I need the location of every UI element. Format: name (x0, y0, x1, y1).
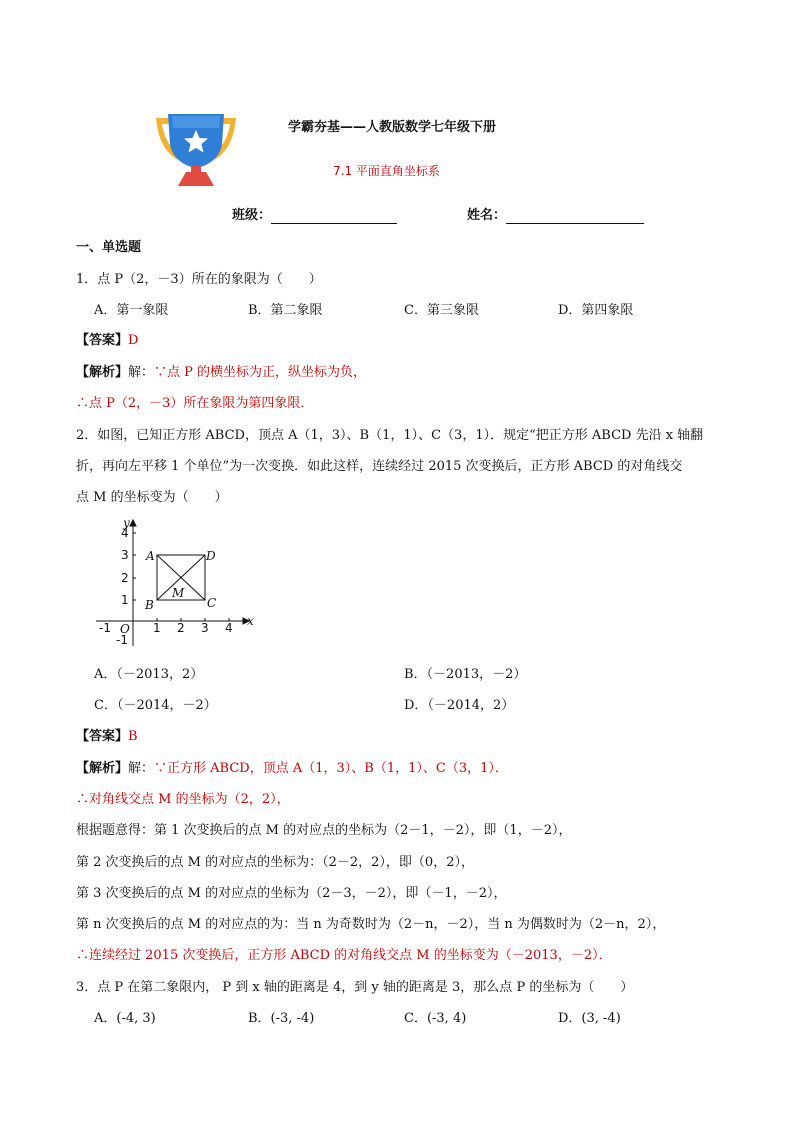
q3-stem: 3．点 P 在第二象限内， P 到 x 轴的距离是 4，到 y 轴的距离是 3，那么点 P 的坐标为（ ） (76, 980, 634, 995)
q2-answer (76, 729, 138, 745)
x-tick-label: 1 (153, 621, 161, 635)
x-tick-label: 4 (225, 621, 233, 635)
name-field (467, 208, 644, 224)
q2-analysis-tag: 【解析】 (76, 761, 129, 776)
q2-analysis-lead: 解： (128, 761, 155, 776)
q1-analysis-line1 (76, 365, 366, 381)
name-label: 姓名： (467, 208, 507, 223)
class-label: 班级： (232, 208, 272, 223)
q2-answer-value: B (128, 729, 138, 744)
q2-analysis-line3: 根据题意得：第 1 次变换后的点 M 的对应点的坐标为（2－1，－2），即（1，－2）， (76, 823, 572, 838)
q2-option-d: D．（－2014，2） (404, 698, 515, 713)
origin-label: O (120, 622, 130, 636)
q2-coordinate-figure (88, 512, 268, 652)
q1-analysis-tag: 【解析】 (76, 365, 129, 380)
y-axis-label: y (123, 516, 130, 530)
y-tick-label: -1 (116, 633, 128, 647)
page-subtitle: 7.1 平面直角坐标系 (333, 164, 440, 178)
q1-analysis-text1: ∵点 P 的横坐标为正，纵坐标为负， (154, 365, 367, 380)
y-axis-arrow (130, 520, 136, 526)
q1-answer-tag: 【答案】 (76, 333, 129, 348)
x-tick-label: -1 (99, 621, 111, 635)
class-input-line[interactable] (271, 209, 397, 224)
page-title: 学霸夯基——人教版数学七年级下册 (288, 120, 497, 135)
y-tick-label: 2 (121, 571, 129, 585)
q1-option-b: B．第二象限 (248, 303, 323, 318)
q2-analysis-line2: ∴对角线交点 M 的坐标为（2，2）， (76, 792, 290, 807)
q3-option-c: C．(-3, 4) (404, 1011, 467, 1026)
q1-option-a: A．第一象限 (94, 303, 169, 318)
y-tick-label: 4 (121, 526, 129, 540)
q2-stem-line3: 点 M 的坐标变为（ ） (76, 490, 228, 505)
q2-stem-line2: 折，再向左平移 1 个单位”为一次变换．如此这样，连续经过 2015 次变换后，正方形 ABCD 的对角线交 (76, 459, 683, 474)
q2-analysis-line4: 第 2 次变换后的点 M 的对应点的坐标为：（2－2，2），即（0，2）， (76, 855, 474, 870)
q1-stem: 1．点 P（2，－3）所在的象限为（ ） (76, 272, 322, 287)
q1-answer (76, 333, 138, 349)
q2-analysis-line6: 第 n 次变换后的点 M 的对应点的为：当 n 为奇数时为（2－n，－2），当 n 为偶数时为（2－n，2）， (76, 917, 666, 932)
class-field (232, 208, 397, 224)
point-d-label: D (206, 549, 216, 563)
x-axis-label: x (247, 614, 254, 628)
q2-option-b: B．（－2013，－2） (404, 667, 527, 682)
section-heading: 一、单选题 (76, 240, 142, 255)
q1-analysis-lead: 解： (128, 365, 155, 380)
y-tick-label: 3 (121, 548, 129, 562)
q2-option-a: A．（－2013，2） (94, 667, 204, 682)
q1-option-d: D．第四象限 (558, 303, 634, 318)
q3-option-d: D．(3, -4) (558, 1011, 621, 1026)
point-m-label: M (172, 586, 185, 600)
q2-answer-tag: 【答案】 (76, 729, 129, 744)
point-b-label: B (145, 598, 154, 612)
q1-answer-value: D (128, 333, 139, 348)
q1-option-c: C．第三象限 (404, 303, 479, 318)
q2-analysis-text1: ∵正方形 ABCD，顶点 A（1，3）、B（1，1）、C（3，1）． (154, 761, 508, 776)
x-tick-label: 3 (201, 621, 209, 635)
q1-analysis-line2: ∴点 P（2，－3）所在象限为第四象限． (76, 396, 314, 411)
q2-option-c: C．（－2014，－2） (94, 698, 217, 713)
q2-stem-line1: 2．如图，已知正方形 ABCD，顶点 A（1，3）、B（1，1）、C（3，1）．规定“把正方形 ABCD 先沿 x 轴翻 (76, 428, 704, 443)
q3-option-a: A．(-4, 3) (94, 1011, 156, 1026)
x-tick-label: 2 (177, 621, 185, 635)
q2-analysis-line7: ∴连续经过 2015 次变换后，正方形 ABCD 的对角线交点 M 的坐标变为（－2013，－2）． (76, 948, 612, 963)
name-input-line[interactable] (506, 209, 644, 224)
trophy-logo-icon (150, 108, 242, 188)
point-a-label: A (146, 549, 155, 563)
q3-option-b: B．(-3, -4) (248, 1011, 315, 1026)
q2-analysis-line5: 第 3 次变换后的点 M 的对应点的坐标为（2－3，－2），即（－1，－2）， (76, 886, 507, 901)
point-c-label: C (207, 596, 217, 610)
y-tick-label: 1 (121, 593, 129, 607)
q2-analysis-line1 (76, 761, 508, 777)
